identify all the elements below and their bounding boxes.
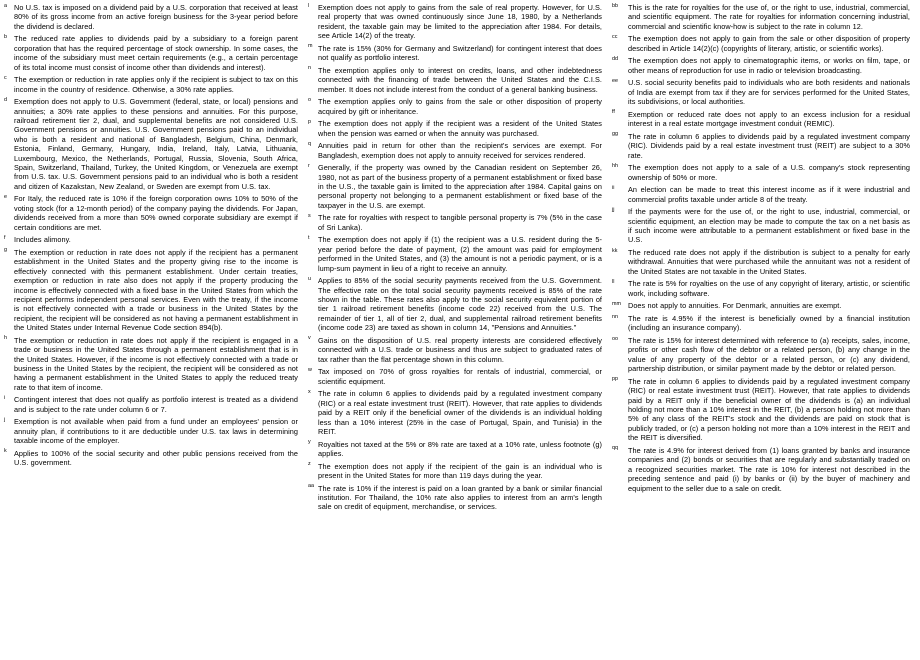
footnote-item [611, 207, 910, 245]
footnote-item [611, 185, 910, 204]
footnote-item [3, 449, 298, 468]
footnote-item [307, 336, 602, 364]
footnote-marker: bb [612, 2, 618, 9]
footnote-text: The rate is 15% for interest determined with reference to (a) receipts, sales, income, profits or other cash flow of the debtor or a related person, (b) any change in the value of any property of the debtor or a related person, or (c) any dividend, partnership distribution, or similar payment made by the debtor or related person. [628, 336, 910, 374]
footnote-item [307, 66, 602, 94]
footnote-item [307, 163, 602, 210]
footnote-item [3, 395, 298, 414]
footnote-item [611, 377, 910, 443]
footnote-text: Gains on the disposition of U.S. real property interests are considered effectively connected with a U.S. trade or business and thus are subject to graduated rates of tax rather than the flat percentage shown in this column. [318, 335, 602, 364]
footnote-text: This is the rate for royalties for the use of, or the right to use, industrial, commercial, and scientific equipment. The rate for royalties for information concerning industrial, commercial and scientific know-how is subject to the rate in column 12. [628, 3, 910, 31]
footnote-text: The exemption or reduction in rate does not apply if the recipient has a permanent establishment in the United States and the property giving rise to the income is effectively connected with this permanent establishment. Under certain treaties, exemption or reduction in rate also does not apply if the property producing the income is effectively connected with a fixed base in the United States from which the recipient performs independent personal services. Even with the treaty, if the income is not effectively connected with a trade or business in the United States by the recipient, the recipient will be considered as not having a permanent establishment in the United States under Internal Revenue Code section 894(b). [14, 247, 298, 333]
footnote-text: The reduced rate does not apply if the distribution is subject to a penalty for early withdrawal. Annuities that were purchased while the annuitant was not a resident of the United States are not taxable in the United States. [628, 248, 910, 276]
footnote-item [307, 44, 602, 63]
footnote-text: The exemption does not apply if the recipient was a resident of the United States when the pension was earned or when the annuity was purchased. [318, 119, 602, 138]
footnote-item [307, 389, 602, 436]
footnote-text: Generally, if the property was owned by the Canadian resident on September 26, 1980, not as part of the business property of a permanent establishment or fixed base in the U.S., the taxable gain is limited to the appreciation after 1984. Capital gains on personal property not belonging to a permanent establishment or fixed base of the taxpayer in the U.S. are exempt. [318, 163, 602, 210]
footnote-text: The exemption does not apply if (1) the recipient was a U.S. resident during the 5-year period before the date of payment, (2) the amount was paid for employment performed in the United States, and (3) the amount is not a periodic payment, or is a lump-sum payment in lieu of a right to receive an annuity. [318, 235, 602, 273]
footnote-text: Exemption or reduced rate does not apply to an excess inclusion for a residual interest in a real estate mortgage investment conduit (REMIC). [628, 109, 910, 129]
footnote-marker: b [4, 33, 7, 40]
footnote-column-left [3, 3, 298, 658]
footnote-text: The exemption applies only to gains from the sale or other disposition of property acquired by gift or inheritance. [318, 97, 602, 116]
footnote-marker: g [4, 247, 7, 254]
footnote-marker: oo [612, 335, 618, 342]
footnote-item [3, 34, 298, 72]
footnote-marker: ff [612, 109, 615, 116]
footnote-item [3, 248, 298, 333]
footnote-text: The rate in column 6 applies to dividends paid by a regulated investment company (RIC) or real estate investment trust (REIT). However, that rate applies to dividends paid by a REIT only if the beneficial owner of the dividends is (a) an individual holding not more than a 10% interest in the REIT, (b) a person holding not more than 5% of any class of the REIT's stock and the dividends are paid on stock that is publicly traded, or (c) a person holding not more than a 10% interest in the REIT and the REIT is diversified. [628, 376, 910, 443]
footnote-marker: i [4, 394, 6, 401]
footnote-item [3, 235, 298, 244]
footnote-item [611, 336, 910, 374]
footnote-text: The exemption or reduction in rate does not apply if the recipient is engaged in a trade or business in the United States through a permanent establishment that is in the United States. However, if the income is not effectively connected with a trade or business in the United States by the recipient, the recipient will be considered as not having a permanent establishment in the United States to apply the reduced treaty rate to that item of income. [14, 335, 298, 392]
footnote-text: If the payments were for the use of, or the right to use, industrial, commercial, or scientific equipment, an election may be made to compute the tax on a net basis as if such income were attributable to a permanent establishment or fixed base in the U.S. [628, 207, 910, 245]
footnote-text: Annuities paid in return for other than the recipient's services are exempt. For Bangladesh, exemption does not apply to annuity received for services rendered. [318, 141, 602, 160]
footnote-marker: t [308, 234, 310, 241]
footnote-column-middle [307, 3, 602, 658]
footnote-marker: ii [612, 184, 615, 191]
footnote-marker: gg [612, 131, 618, 138]
footnote-marker: ee [612, 77, 618, 84]
footnote-text: Applies to 100% of the social security and other public pensions received from the U.S. government. [14, 448, 298, 468]
footnote-item [611, 314, 910, 333]
footnote-text: The rate is 4.9% for interest derived from (1) loans granted by banks and insurance companies and (2) bonds or securities that are regularly and substantially traded on a recognized securities market. The rate is 10% for interest not described in the preceding sentence and paid (i) by banks or (ii) by the buyer of machinery and equipment to the seller due to a sale on credit. [628, 445, 910, 493]
footnote-text: The rate is 15% (30% for Germany and Switzerland) for contingent interest that does not qualify as portfolio interest. [318, 43, 602, 63]
footnote-text: Contingent interest that does not qualify as portfolio interest is treated as a dividend and is subject to the rate under column 6 or 7. [14, 395, 298, 414]
footnote-column-right [611, 3, 910, 658]
footnote-marker: kk [612, 247, 618, 254]
footnote-text: Does not apply to annuities. For Denmark, annuities are exempt. [628, 301, 842, 311]
footnote-text: The exemption does not apply to a sale of a U.S. company's stock representing ownership of 50% or more. [628, 163, 910, 182]
footnote-item [3, 194, 298, 232]
footnote-text: The reduced rate applies to dividends paid by a subsidiary to a foreign parent corporation that has the required percentage of stock ownership. In some cases, the income of the subsidiary must meet certain requirements (e.g., a certain percentage of its total income must consist of income other than dividends and interest). [14, 34, 298, 72]
footnote-text: Exemption does not apply to gains from the sale of real property. However, for U.S. real property that was owned continuously since June 18, 1980, by a Netherlands resident, the taxable gain may be limited to the appreciation after 1984. For details, see Article 14(2) of the treaty. [318, 3, 602, 41]
footnote-text: Includes alimony. [14, 235, 71, 245]
footnote-marker: q [308, 140, 311, 147]
footnote-marker: nn [612, 313, 618, 320]
footnote-text: An election can be made to treat this interest income as if it were industrial and commercial profits taxable under article 8 of the treaty. [628, 185, 910, 204]
footnote-item [611, 3, 910, 31]
footnote-text: The exemption does not apply to cinematographic items, or works on film, tape, or other means of reproduction for use in radio or television broadcasting. [628, 56, 910, 75]
footnote-item [3, 417, 298, 445]
footnote-marker: o [308, 96, 311, 103]
footnote-item [307, 367, 602, 386]
footnote-marker: c [4, 74, 7, 81]
footnote-item [611, 301, 910, 310]
footnote-text: The exemption does not apply to gain from the sale or other disposition of property described in Article 14(2)(c) (copyrights of literary, artistic, or scientific works). [628, 34, 910, 53]
footnote-item [307, 119, 602, 138]
footnote-marker: pp [612, 376, 618, 383]
footnote-marker: hh [612, 162, 618, 169]
footnote-marker: qq [612, 445, 618, 452]
footnote-item [611, 34, 910, 53]
footnote-text: The rate in column 6 applies to dividends paid by a regulated investment company (RIC). Dividends paid by a real estate investment trust (REIT) are subject to a 30% rate. [628, 131, 910, 160]
footnote-text: No U.S. tax is imposed on a dividend paid by a U.S. corporation that received at least 80% of its gross income from an active foreign business for the 3-year period before the dividend is declared. [14, 3, 298, 31]
footnote-marker: y [308, 439, 311, 445]
footnote-marker: l [308, 2, 310, 9]
footnote-text: For Italy, the reduced rate is 10% if the foreign corporation owns 10% to 50% of the voting stock (for a 12-month period) of the company paying the dividends. For Japan, dividends received from a more than 50% owned corporate subsidiary are exempt if certain conditions are met. [14, 194, 298, 232]
footnote-item [611, 110, 910, 129]
footnote-text: The rate for royalties with respect to tangible personal property is 7% (5% in the case of Sri Lanka). [318, 213, 602, 232]
footnote-marker: h [4, 335, 7, 342]
footnote-item [307, 235, 602, 273]
footnote-item [611, 163, 910, 182]
footnote-marker: cc [612, 33, 618, 40]
footnote-item [3, 3, 298, 31]
footnote-text: The rate is 10% if the interest is paid on a loan granted by a bank or similar financial institution. For Thailand, the 10% rate also applies to interest from an arm's length sale on credit of equipment, merchandise, or services. [318, 483, 602, 512]
footnote-item [307, 3, 602, 41]
footnote-marker: u [308, 275, 311, 282]
footnote-text: The exemption or reduction in rate applies only if the recipient is subject to tax on this income in the country of residence. Otherwise, a 30% rate applies. [14, 75, 298, 94]
footnote-text: Tax imposed on 70% of gross royalties for rentals of industrial, commercial, or scientific equipment. [318, 367, 602, 386]
footnote-text: Applies to 85% of the social security payments received from the U.S. Government. The effective rate on the total social security payments received is 85% of the rate shown in the table. These rates also apply to the social security equivalent portion of tier 1 railroad retirement benefits (income code 22) received from the U.S. The remainder of tier 1, all of tier 2, dual, and supplemental railroad retirement benefits (income code 23) are taxed as shown in column 14, "Pensions and Annuities." [318, 276, 602, 333]
footnote-item [307, 97, 602, 116]
footnote-marker: n [308, 65, 311, 72]
footnote-item [3, 336, 298, 392]
footnote-text: The exemption does not apply if the recipient of the gain is an individual who is present in the United States for more than 119 days during the year. [318, 461, 602, 480]
footnote-item [307, 440, 602, 459]
footnote-item [307, 141, 602, 160]
footnote-marker: a [4, 2, 7, 9]
footnote-marker: dd [612, 55, 618, 62]
footnote-marker: f [4, 234, 6, 241]
footnote-marker: j [4, 416, 6, 423]
footnote-item [307, 276, 602, 332]
footnote-item [611, 248, 910, 276]
footnote-marker: p [308, 118, 311, 125]
footnote-marker: z [308, 461, 311, 467]
footnote-marker: v [308, 335, 311, 342]
footnote-marker: mm [612, 300, 621, 307]
footnote-text: Royalties not taxed at the 5% or 8% rate are taxed at a 10% rate, unless footnote (g) applies. [318, 439, 602, 458]
footnote-text: The rate is 4.95% if the interest is beneficially owned by a financial institution (including an insurance company). [628, 314, 910, 333]
footnote-text: Exemption is not available when paid from a fund under an employees' pension or annuity plan, if contributions to it are deductible under U.S. tax laws in determining taxable income of the employer. [14, 417, 298, 446]
footnote-text: The rate is 5% for royalties on the use of any copyright of literary, artistic, or scientific work, including software. [628, 279, 910, 298]
footnote-item [611, 279, 910, 298]
footnote-item [611, 132, 910, 160]
footnote-item [611, 446, 910, 493]
footnote-marker: m [308, 43, 313, 50]
footnote-item [307, 484, 602, 512]
footnote-item [611, 56, 910, 75]
footnote-marker: r [308, 162, 310, 169]
footnote-marker: jj [612, 206, 615, 213]
footnote-item [3, 97, 298, 191]
footnote-marker: s [308, 212, 311, 219]
footnote-text: U.S. social security benefits paid to individuals who are both residents and nationals of India are exempt from tax if they are for services performed for the United States, its subdivisions, or local authorities. [628, 78, 910, 107]
footnote-marker: ll [612, 278, 615, 285]
footnote-item [307, 462, 602, 481]
footnote-marker: e [4, 193, 7, 200]
footnote-item [307, 213, 602, 232]
footnote-marker: d [4, 96, 7, 103]
footnote-marker: aa [308, 483, 314, 489]
footnote-text: The rate in column 6 applies to dividends paid by a regulated investment company (RIC) or a real estate investment trust (REIT). However, that rate applies to dividends paid by a REIT only if the beneficial owner of the dividends is an individual holding less than a 10% interest (25% in the case of Portugal, Spain, and Tunisia) in the REIT. [318, 389, 602, 436]
footnote-marker: k [4, 448, 7, 455]
footnote-item [611, 78, 910, 106]
footnote-marker: w [308, 366, 312, 373]
footnote-text: The exemption applies only to interest on credits, loans, and other indebtedness connected with the financing of trade between the United States and the C.I.S. member. It does not include interest from the conduct of a general banking business. [318, 65, 602, 94]
footnote-text: Exemption does not apply to U.S. Government (federal, state, or local) pensions and annuities; a 30% rate applies to these pensions and annuities. For this purpose, railroad retirement tier 2, dual, and supplemental benefits are not considered U.S. Government pensions or annuities. U.S. Government pensions paid to an individual who is both a resident and national of Bangladesh, Belgium, China, Denmark, Estonia, Finland, Germany, Hungary, India, Ireland, Italy, Latvia, Lithuania, Luxembourg, Mexico, the Netherlands, Portugal, Russia, Slovenia, South Africa, Spain, Switzerland, Thailand, Turkey, the United Kingdom, or Venezuela are exempt from U.S. tax. U.S. Government pensions paid to an individual who is both a resident and citizen of Kazakstan, New Zealand, or Sweden are exempt from U.S. tax. [14, 97, 298, 191]
footnote-marker: x [308, 388, 311, 395]
footnote-item [3, 75, 298, 94]
